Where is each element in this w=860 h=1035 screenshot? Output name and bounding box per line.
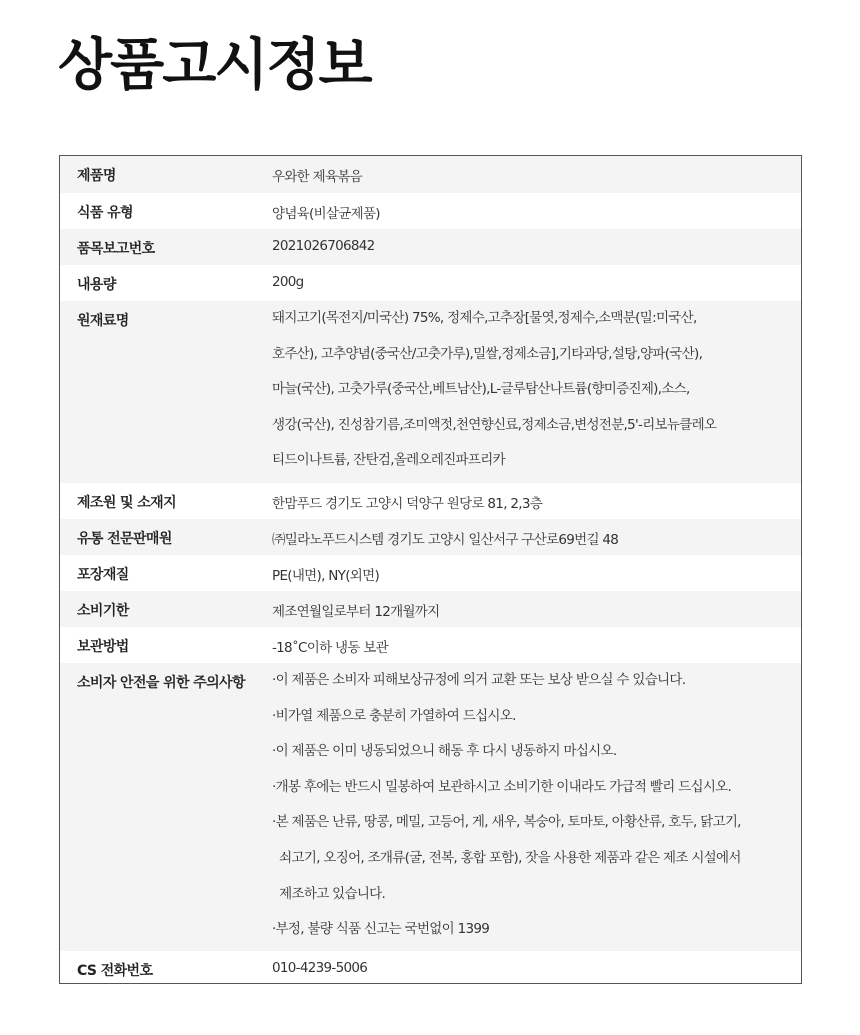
row-food-type [60, 193, 801, 229]
ingredient-line: 돼지고기(목전지/미국산) 75%, 정제수,고추장[물엿,정제수,소맥분(밀:미국산, [272, 310, 697, 326]
row-packaging [60, 555, 801, 591]
row-label: 제품명 [77, 168, 116, 184]
row-value [272, 301, 801, 483]
row-value: 010-4239-5006 [272, 960, 368, 976]
row-label: 내용량 [77, 277, 116, 293]
row-label: 식품 유형 [77, 205, 133, 221]
row-safety-notice [60, 663, 801, 951]
ingredient-line: 티드이나트륨, 잔탄검,올레오레진파프리카 [272, 452, 505, 469]
row-value: PE(내면), NY(외면) [272, 568, 380, 584]
notice-line: ·개봉 후에는 반드시 밀봉하여 보관하시고 소비기한 이내라도 가급적 빨리 드십시오. [272, 778, 732, 795]
row-value: 제조연월일로부터 12개월까지 [272, 604, 440, 620]
row-value: 200g [272, 274, 304, 290]
row-value: -18˚C이하 냉동 보관 [272, 640, 388, 656]
row-label: 유통 전문판매원 [77, 531, 172, 547]
ingredient-line: 호주산), 고추양념(중국산/고춧가루),밀쌀,정제소금],기타과당,설탕,양파(국산), [272, 345, 703, 362]
row-label: 보관방법 [77, 639, 129, 655]
notice-line: ·이 제품은 소비자 피해보상규정에 의거 교환 또는 보상 받으실 수 있습니다. [272, 672, 686, 688]
row-net-weight [60, 265, 801, 301]
notice-line: ·이 제품은 이미 냉동되었으니 해동 후 다시 냉동하지 마십시오. [272, 743, 617, 760]
row-label: 품목보고번호 [77, 241, 155, 257]
ingredient-line: 마늘(국산), 고춧가루(중국산,베트남산),L-글루탐산나트륨(향미증진제),소스, [272, 381, 690, 398]
row-cs-phone [60, 951, 801, 987]
row-label: 포장재질 [77, 567, 129, 583]
row-label: CS 전화번호 [77, 963, 153, 979]
row-storage [60, 627, 801, 663]
row-label: 원재료명 [77, 313, 129, 329]
row-value: 2021026706842 [272, 238, 375, 254]
notice-line: ·본 제품은 난류, 땅콩, 메밀, 고등어, 게, 새우, 복숭아, 토마토, 아황산류, 호두, 닭고기, [272, 814, 741, 831]
row-label: 소비자 안전을 위한 주의사항 [77, 675, 245, 691]
row-ingredients [60, 301, 801, 483]
row-value [272, 663, 801, 951]
row-expiration [60, 591, 801, 627]
notice-line: ·부정, 불량 식품 신고는 국번없이 1399 [272, 921, 490, 938]
notice-line: 쇠고기, 오징어, 조개류(굴, 전복, 홍합 포함), 잣을 사용한 제품과 같은 제조 시설에서 [272, 849, 741, 866]
notice-line: 제조하고 있습니다. [272, 885, 386, 902]
notice-line: ·비가열 제품으로 충분히 가열하여 드십시오. [272, 707, 516, 724]
row-manufacturer [60, 483, 801, 519]
ingredient-line: 생강(국산), 진성참기름,조미액젓,천연향신료,정제소금,변성전분,5'-리보뉴클레오 [272, 416, 717, 433]
row-value: 한맘푸드 경기도 고양시 덕양구 원당로 81, 2,3층 [272, 496, 543, 512]
row-value: ㈜밀라노푸드시스템 경기도 고양시 일산서구 구산로69번길 48 [272, 532, 619, 548]
row-report-number [60, 229, 801, 265]
row-label: 제조원 및 소재지 [77, 495, 177, 511]
row-label: 소비기한 [77, 603, 129, 619]
product-info-table [59, 155, 802, 984]
row-value: 우와한 제육볶음 [272, 169, 362, 185]
row-product-name [60, 156, 801, 193]
row-value: 양념육(비살균제품) [272, 206, 380, 222]
row-distributor [60, 519, 801, 555]
page-title: 상품고시정보 [58, 33, 371, 98]
